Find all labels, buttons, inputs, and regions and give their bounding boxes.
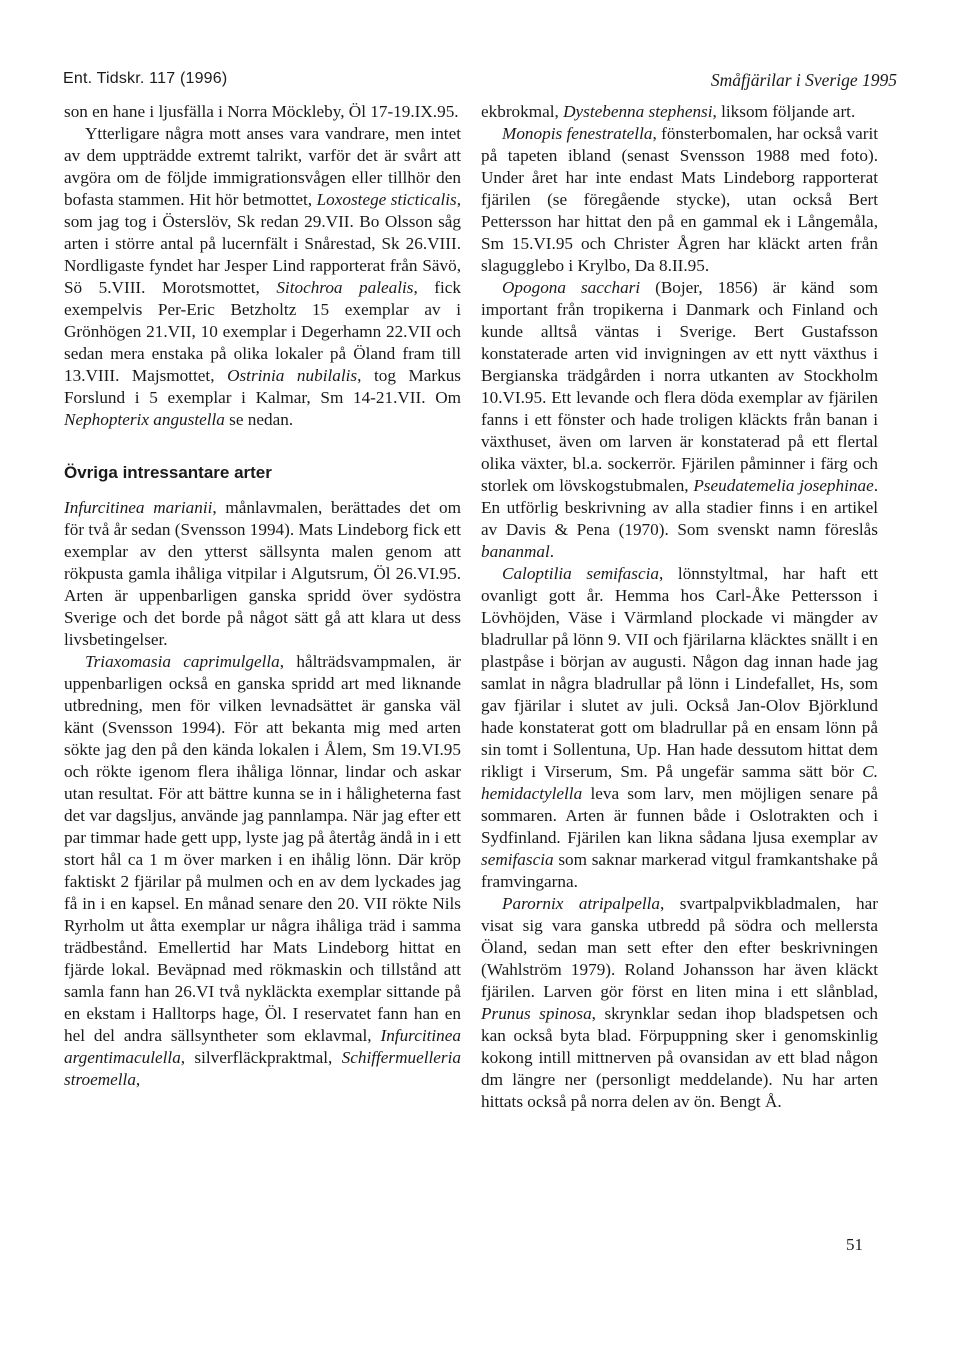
paragraph: Parornix atripalpella, svartpalpvikbladmalen, har visat sig vara ganska utbredd på södra och mellersta Öland, sedan man sett efter den efter beskrivningen (Wahlström 1979). Roland Johansson har även kläckt fjärilen. Larven gör först en liten mina i ett slånblad, Prunus spinosa, skrynklar sedan ihop bladspetsen och kan också byta blad. Förpuppning sker i genomskinlig kokong intill mittnerven på ovansidan av ett blad någon dm längre ner (personligt meddelande). Nu har arten hittats också på norra delen av ön. Bengt Å. [481,894,878,1111]
page-number: 51 [846,1235,863,1254]
paragraph: Ytterligare några mott anses vara vandrare, men intet av dem uppträdde extremt talrikt, varför det är svårt att avgöra om de följde immigrationsvågen eller tillhör den bofasta stammen. Hit hör betmottet, Loxostege sticticalis, som jag tog i Österslöv, Sk redan 29.VII. Bo Olsson såg arten i större antal på lucernfält i Snårestad, Sk 26.VIII. Nordligaste fyndet har Jesper Lind rapporterat från Sävö, Sö 5.VIII. Morotsmottet, Sitochroa palealis, fick exempelvis Per-Eric Betzholtz 15 exemplar av i Grönhögen 21.VII, 10 exemplar i Degerhamn 22.VII och sedan mera enstaka på olika lokaler på Öland fram till 13.VIII. Majsmottet, Ostrinia nubilalis, tog Markus Forslund i 5 exemplar i Kalmar, Sm 14-21.VII. Om Nephopterix angustella se nedan. [64,124,461,429]
paragraph: son en hane i ljusfälla i Norra Möckleby, Öl 17-19.IX.95. [64,102,459,121]
paragraph: ekbrokmal, Dystebenna stephensi, liksom följande art. [481,102,856,121]
right-column [481,101,878,1113]
running-title: Småfjärilar i Sverige 1995 [710,70,897,90]
paragraph: Monopis fenestratella, fönsterbomalen, har också varit på tapeten ibland (senast Svensson 1988 med foto). Under året har inte endast Mats Lindeborg rapporterat fjärilen (se föregående stycke), utan också Bert Pettersson har hittat den på en gammal ek i Långemåla, Sm 15.VI.95 och Christer Ågren har kläckt arten från slagugglebo i Krylbo, Da 8.II.95. [481,124,878,275]
paragraph: Infurcitinea marianii, månlavmalen, berättades det om för två år sedan (Svensson 1994). Mats Lindeborg fick ett exemplar av den ytterst sällsynta malen genom att rökpusta gamla ihåliga vitpilar i Algutsrum, Öl 26.VI.95. Arten är uppenbarligen ganska spridd över sydöstra Sverige och det borde på något sätt gå att klara ut dess livsbetingelser. [64,498,461,649]
section-heading: Övriga intressantare arter [64,463,272,482]
paragraph: Caloptilia semifascia, lönnstyltmal, har haft ett ovanligt gott år. Hemma hos Carl-Åke Pettersson i Lövhöjden, Väse i Värmland plockade vi mängder av bladrullar på lönn 9. VII och fjärilarna kläcktes snällt i en plastpåse i början av augusti. Någon dag innan hade jag samlat in några bladrullar på lönn i Lindefallet, Hs, som gav fjärilar i slutet av juli. Också Jan-Olov Björklund hade konstaterat gott om bladrullar på en ensam lönn på sin tomt i Sollentuna, Up. Han hade dessutom hittat dem rikligt i Virserum, Sm. På ungefär samma sätt bör C. hemidactylella leva som larv, men möjligen senare på sommaren. Arten är funnen både i Oslotrakten och i Sydfinland. Fjärilen kan likna sådana ljusa exemplar av semifascia som saknar markerad vitgul framkantshake på framvingarna. [481,564,878,891]
paragraph: Triaxomasia caprimulgella, hålträdsvampmalen, är uppenbarligen också en ganska spridd art med liknande utbredning, men för vilken levnadsättet är ganska väl känt (Svensson 1994). För att bekanta mig med arten sökte jag den på den kända lokalen i Ålem, Sm 19.VI.95 och rökte igenom flera ihåliga lönnar, lindar och askar utan resultat. För att bättre kunna se in i håligheterna fast det var dagsljus, använde jag pannlampa. När jag efter ett par timmar hade gett upp, lyste jag på återtåg ändå in i ett stort hål ca 1 m över marken i en ihålig lönn. Där kröp faktiskt 2 fjärilar på mulmen och en av dem lyckades jag få in i en kapsel. En månad senare den 20. VII rökte Nils Ryrholm ut åtta exemplar ur några ihåliga träd i samma trädbestånd. Emellertid har Mats Lindeborg hittat en fjärde lokal. Beväpnad med rökmaskin och tillstånd att samla fann han 26.VI två nykläckta exemplar sittande på en ekstam i Halltorps hage, Öl. I reservatet fann han en hel del andra sällsyntheter som eklavmal, Infurcitinea argentimaculella, silverfläckpraktmal, Schiffermuelleria stroemella, [64,652,461,1089]
left-column [64,101,461,1091]
paragraph: Opogona sacchari (Bojer, 1856) är känd som important från tropikerna i Danmark och Finland och kunde alltså väntas i Sverige. Bert Gustafsson konstaterade arten vid invigningen av ett nytt växthus i Bergianska trädgården i norra utkanten av Stockholm 10.VI.95. Ett levande och flera döda exemplar av fjärilen fanns i ett fönster och hade troligen kläckts från banan i växthuset, även om larven är konstaterad på ett flertal olika växter, bl.a. sockerrör. Fjärilen påminner i färg och storlek om lövskogstubmalen, Pseudatemelia josephinae. En utförlig beskrivning av alla stadier finns i en artikel av Davis & Pena (1970). Som svenskt namn föreslås bananmal. [481,278,879,561]
journal-header: Ent. Tidskr. 117 (1996) [63,70,228,87]
